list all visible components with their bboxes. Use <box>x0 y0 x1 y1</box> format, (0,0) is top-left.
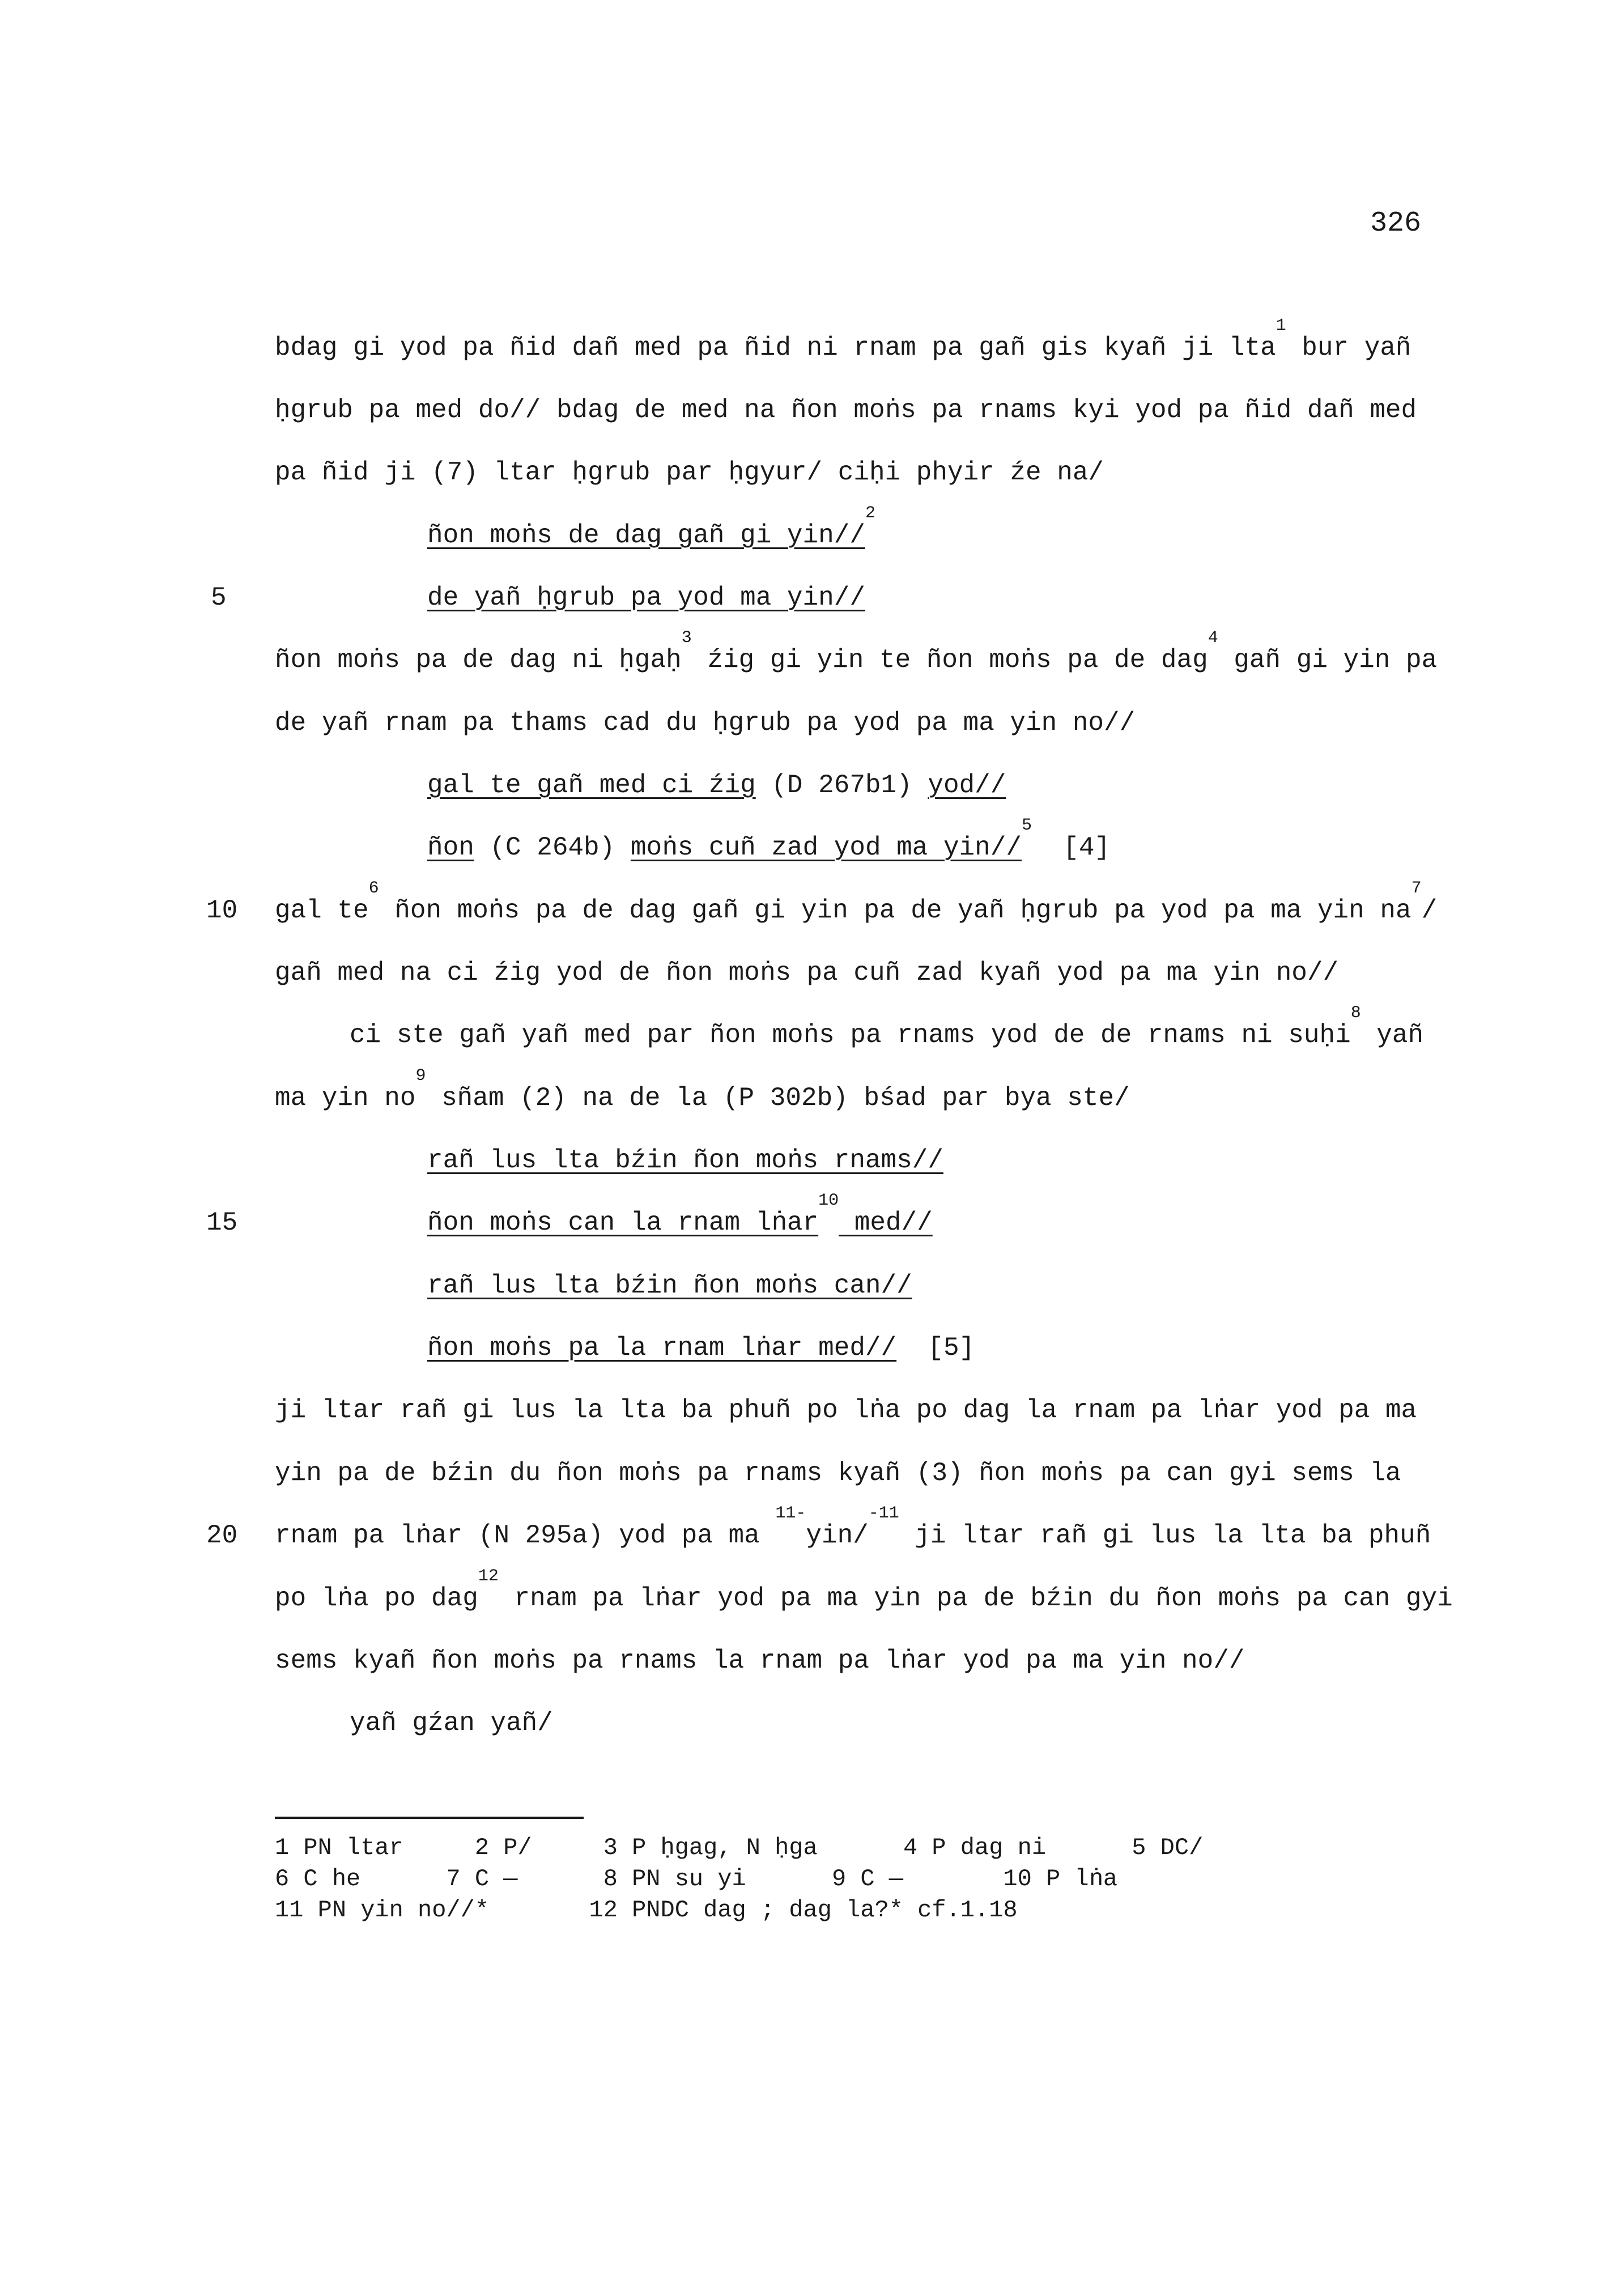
verse-line <box>427 1273 912 1299</box>
line-text: gañ gi yin pa <box>1218 645 1438 675</box>
line-text: rnam pa lṅar (N 295a) yod pa ma <box>275 1521 776 1550</box>
line-text: / <box>1421 896 1438 925</box>
footnote-ref: 4 <box>1208 628 1218 648</box>
verse-text: rañ lus lta bźin ñon moṅs can// <box>427 1271 912 1300</box>
text-line: yin pa de bźin du ñon moṅs pa rnams kyañ (3) ñon moṅs pa can gyi sems la <box>275 1459 1401 1488</box>
text-line <box>350 1004 1424 1050</box>
text-line <box>275 879 1438 925</box>
folio-ref: (D 267b1) <box>755 771 928 800</box>
line-text: yañ <box>1361 1021 1424 1050</box>
line-number: 20 <box>206 1521 238 1550</box>
line-text: po lṅa po dag <box>275 1584 478 1613</box>
text-line <box>275 1066 1130 1113</box>
text-line: ḥgrub pa med do// bdag de med na ñon moṅs pa rnams kyi yod pa ñid dañ med <box>275 396 1417 425</box>
verse-line <box>427 772 1006 798</box>
footnote-ref: 9 <box>415 1066 426 1086</box>
verse-text: ñon moṅs can la rnam lṅar <box>427 1208 819 1238</box>
text-line <box>275 1504 1431 1550</box>
text-line: sems kyañ ñon moṅs pa rnams la rnam pa lṅar yod pa ma yin no// <box>275 1646 1245 1676</box>
verse-line <box>427 504 875 550</box>
line-text: rnam pa lṅar yod pa ma yin pa de bźin du ñon moṅs pa can gyi <box>498 1584 1453 1613</box>
line-text: sñam (2) na de la (P 302b) bśad par bya ste/ <box>426 1083 1130 1113</box>
line-text: ma yin no <box>275 1083 416 1113</box>
line-number: 10 <box>206 896 238 925</box>
text-line <box>275 316 1412 363</box>
text-line <box>275 1567 1453 1613</box>
verse-line <box>427 1147 943 1173</box>
verse-line <box>427 1191 933 1238</box>
line-text: ñon moṅs pa de dag ni ḥgaḥ <box>275 645 682 675</box>
line-text: ji ltar rañ gi lus la lta ba phuñ <box>899 1521 1431 1550</box>
text-line: yañ gźan yañ/ <box>350 1708 553 1738</box>
footnote-row: 11 PN yin no//* 12 PNDC dag ; dag la?* cf.1.18 <box>275 1897 1018 1924</box>
line-text: yin/ <box>806 1521 869 1550</box>
footnote-ref: 11- <box>775 1504 806 1523</box>
footnote-ref: 12 <box>478 1567 499 1586</box>
footnote-ref: 5 <box>1022 816 1032 835</box>
footnote-ref: 6 <box>368 879 379 898</box>
footnote-ref: 10 <box>818 1191 839 1210</box>
footnote-ref: 2 <box>865 504 875 523</box>
text-line: pa ñid ji (7) ltar ḥgrub par ḥgyur/ ciḥi phyir źe na/ <box>275 458 1104 487</box>
verse-text: de yañ ḥgrub pa yod ma yin// <box>427 583 865 613</box>
line-text: ci ste gañ yañ med par ñon moṅs pa rnams yod de de rnams ni suḥi <box>350 1021 1351 1050</box>
line-text: źig gi yin te ñon moṅs pa de dag <box>691 645 1208 675</box>
footnote-rule <box>275 1817 584 1819</box>
verse-text: ñon moṅs de dag gañ gi yin// <box>427 521 865 550</box>
footnote-ref: 8 <box>1350 1004 1361 1023</box>
text-line: de yañ rnam pa thams cad du ḥgrub pa yod pa ma yin no// <box>275 708 1136 738</box>
verse-text: rañ lus lta bźin ñon moṅs rnams// <box>427 1146 943 1175</box>
verse-text: med// <box>839 1208 933 1238</box>
footnote-ref: 7 <box>1411 879 1422 898</box>
verse-number: [4] <box>1032 833 1111 862</box>
verse-text: ñon <box>427 833 474 862</box>
verse-line <box>427 816 1111 862</box>
page-number: 326 <box>1370 207 1422 240</box>
footnote-ref: 1 <box>1276 316 1286 335</box>
line-text: ñon moṅs pa de dag gañ gi yin pa de yañ ḥgrub pa yod pa ma yin na <box>379 896 1412 925</box>
verse-text: yod// <box>928 771 1006 800</box>
line-number: 5 <box>211 583 227 613</box>
text-line: ji ltar rañ gi lus la lta ba phuñ po lṅa po dag la rnam pa lṅar yod pa ma <box>275 1396 1417 1425</box>
verse-line <box>427 1335 975 1361</box>
verse-text: moṅs cuñ zad yod ma yin// <box>630 833 1022 862</box>
verse-line <box>427 585 865 611</box>
text-line <box>275 628 1438 675</box>
line-text: bur yañ <box>1286 333 1412 363</box>
line-number: 15 <box>206 1208 238 1238</box>
folio-ref: (C 264b) <box>474 833 631 862</box>
footnote-ref: -11 <box>868 1504 899 1523</box>
footnote-ref: 3 <box>681 628 692 648</box>
line-text: bdag gi yod pa ñid dañ med pa ñid ni rnam pa gañ gis kyañ ji lta <box>275 333 1276 363</box>
verse-text: ñon moṅs pa la rnam lṅar med// <box>427 1333 897 1363</box>
text-line: gañ med na ci źig yod de ñon moṅs pa cuñ zad kyañ yod pa ma yin no// <box>275 958 1339 988</box>
footnote-row: 6 C he 7 C — 8 PN su yi 9 C — 10 P lṅa <box>275 1865 1118 1893</box>
footnote-row: 1 PN ltar 2 P/ 3 P ḥgag, N ḥga 4 P dag ni 5 DC/ <box>275 1834 1204 1861</box>
verse-number: [5] <box>896 1333 975 1363</box>
line-text: gal te <box>275 896 369 925</box>
verse-text: gal te gañ med ci źig <box>427 771 756 800</box>
